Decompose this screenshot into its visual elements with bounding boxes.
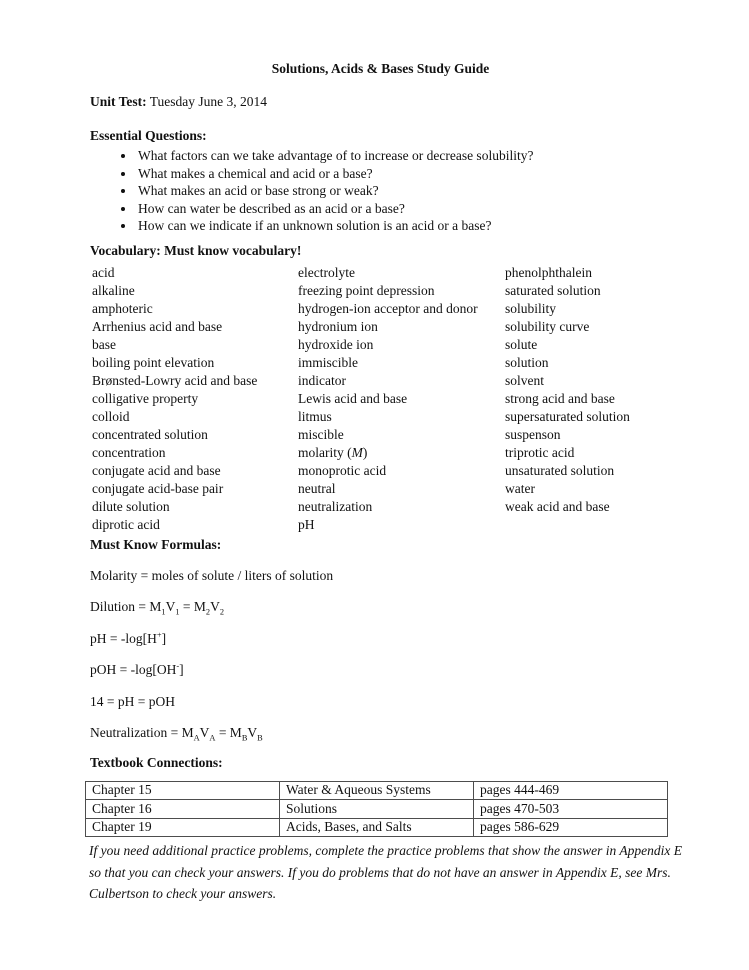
textbook-table <box>85 781 668 838</box>
formula-neutralization: Neutralization = $M_AV_A = M_BV_B$ <box>90 725 263 743</box>
vocab-term: solute <box>505 336 538 352</box>
question-item: • How can we indicate if an unknown solution is an acid or a base? <box>136 217 671 235</box>
practice-note: If you need additional practice problems, complete the practice problems that show the answer in Appendix E so that you can check your answers. If you do problems that do not have an answer in Appendix E, see Mrs. Culbertson to check your answers. <box>89 843 683 901</box>
vocab-term: acid <box>92 264 115 280</box>
vocab-term: miscible <box>298 426 344 442</box>
vocab-term: molarity (M) <box>298 444 368 460</box>
table-row <box>86 781 668 800</box>
vocab-term: supersaturated solution <box>505 408 630 424</box>
vocab-term: electrolyte <box>298 264 355 280</box>
topic-cell: Acids, Bases, and Salts <box>280 818 474 837</box>
vocab-term: Brønsted-Lowry acid and base <box>92 372 258 388</box>
formula-dilution: Dilution = $M_1V_1 = M_2V_2$ <box>90 599 224 617</box>
vocab-term: colloid <box>92 408 130 424</box>
question-item: • How can water be described as an acid or a base? <box>136 200 671 218</box>
vocab-term: diprotic acid <box>92 516 160 532</box>
formula-poh: pOH = -log[OH-] <box>90 661 184 677</box>
unit-test-label: Unit Test: <box>90 94 147 109</box>
vocab-term: amphoteric <box>92 300 153 316</box>
vocab-term: hydronium ion <box>298 318 378 334</box>
vocab-term: saturated solution <box>505 282 601 298</box>
vocab-term: boiling point elevation <box>92 354 215 370</box>
vocab-term: hydroxide ion <box>298 336 374 352</box>
vocab-term: litmus <box>298 408 332 424</box>
table-row <box>86 800 668 819</box>
unit-test-value: Tuesday June 3, 2014 <box>146 94 268 109</box>
vocabulary-heading: Vocabulary: Must know vocabulary! <box>90 242 302 258</box>
vocab-term: colligative property <box>92 390 199 406</box>
question-item: • What makes an acid or base strong or weak? <box>136 182 671 200</box>
vocab-term: water <box>505 480 535 496</box>
unit-test-line <box>90 93 671 111</box>
vocab-term: strong acid and base <box>505 390 615 406</box>
essential-questions-heading: Essential Questions: <box>90 128 207 143</box>
vocab-term: freezing point depression <box>298 282 435 298</box>
vocab-term: alkaline <box>92 282 135 298</box>
vocab-term: dilute solution <box>92 498 170 514</box>
vocab-term: Arrhenius acid and base <box>92 318 223 334</box>
vocab-term: base <box>92 336 116 352</box>
vocab-term: phenolphthalein <box>505 264 592 280</box>
pages-cell: pages 470-503 <box>474 800 668 819</box>
vocab-column-2 <box>298 264 479 534</box>
vocab-term: pH <box>298 516 315 532</box>
chapter-cell: Chapter 15 <box>86 781 280 800</box>
vocabulary-columns <box>92 264 671 534</box>
vocab-term: indicator <box>298 372 346 388</box>
topic-cell: Solutions <box>280 800 474 819</box>
vocab-term: hydrogen-ion acceptor and donor <box>298 300 478 316</box>
vocab-term: solubility <box>505 300 557 316</box>
vocab-term: unsaturated solution <box>505 462 615 478</box>
chapter-cell: Chapter 19 <box>86 818 280 837</box>
vocab-term: monoprotic acid <box>298 462 387 478</box>
vocab-term: solubility curve <box>505 318 590 334</box>
vocab-term: conjugate acid-base pair <box>92 480 224 496</box>
vocab-term: conjugate acid and base <box>92 462 221 478</box>
chapter-cell: Chapter 16 <box>86 800 280 819</box>
pages-cell: pages 444-469 <box>474 781 668 800</box>
textbook-heading: Textbook Connections: <box>90 754 223 770</box>
vocab-term: neutralization <box>298 498 373 514</box>
page-title: Solutions, Acids & Bases Study Guide <box>271 61 490 76</box>
formula-ph: pH = -log[H+] <box>90 630 167 646</box>
vocab-term: Lewis acid and base <box>298 390 408 406</box>
vocab-term: weak acid and base <box>505 498 610 514</box>
topic-cell: Water & Aqueous Systems <box>280 781 474 800</box>
question-item: • What factors can we take advantage of to increase or decrease solubility? <box>136 147 671 165</box>
formula-molarity: Molarity = moles of solute / liters of solution <box>90 567 334 583</box>
vocab-column-3 <box>505 264 671 516</box>
vocab-term: concentration <box>92 444 166 460</box>
vocab-term: neutral <box>298 480 336 496</box>
vocab-term: concentrated solution <box>92 426 208 442</box>
vocab-term: solvent <box>505 372 544 388</box>
vocab-term: suspenson <box>505 426 561 442</box>
table-row <box>86 818 668 837</box>
vocab-column-1 <box>92 264 298 534</box>
vocab-term: immiscible <box>298 354 358 370</box>
essential-questions-list <box>90 147 671 235</box>
question-item: • What makes a chemical and acid or a base? <box>136 165 671 183</box>
vocab-term: solution <box>505 354 549 370</box>
formulas-heading: Must Know Formulas: <box>90 536 222 552</box>
formula-ph-poh-sum: 14 = pH = pOH <box>90 693 175 709</box>
vocab-term: triprotic acid <box>505 444 575 460</box>
pages-cell: pages 586-629 <box>474 818 668 837</box>
